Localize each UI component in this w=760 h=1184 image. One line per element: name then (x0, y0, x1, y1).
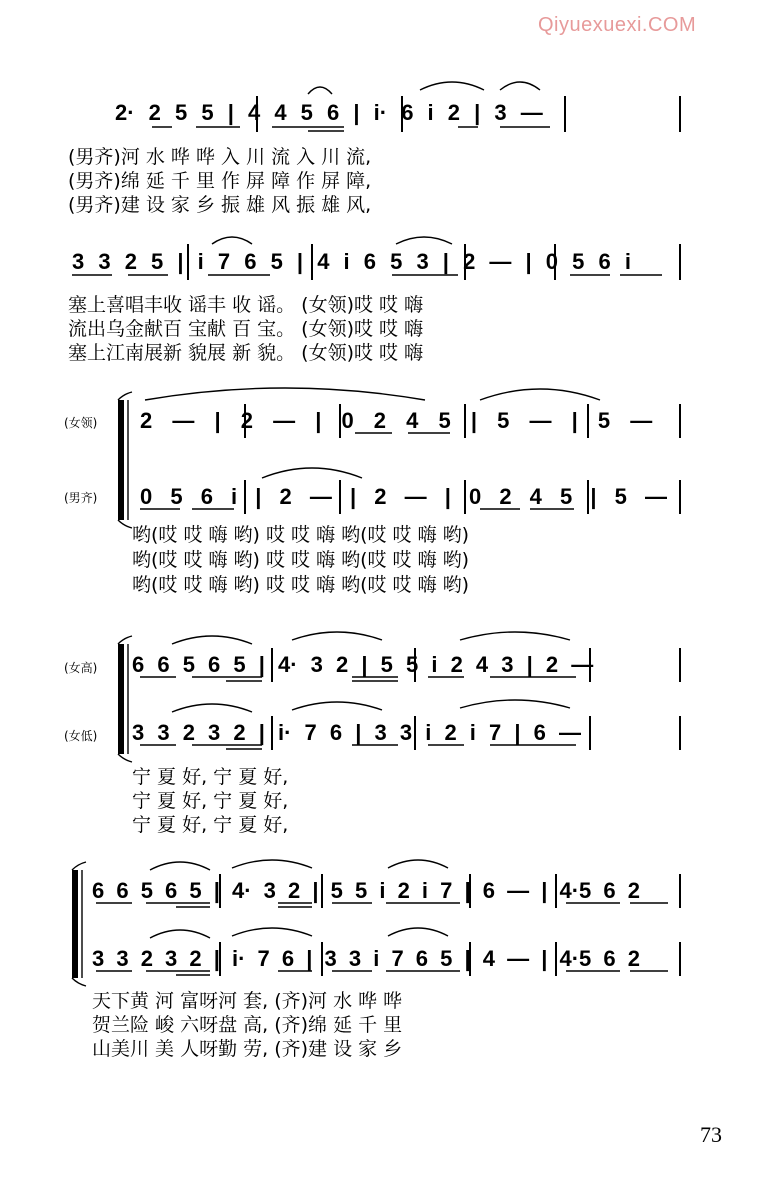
page-number: 73 (700, 1122, 722, 1147)
melody-line-5-lower: 3 3 2 3 2 | i· 7 6 | 3 3 i 7 6 5 | 4 — | 4·5 6 2 (92, 946, 640, 971)
lyric-line-3-3: 哟(哎 哎 嗨 哟) 哎 哎 嗨 哟(哎 哎 嗨 哟) (132, 574, 470, 596)
lyric-line-5-1: 天下黄 河 富呀河 套, (齐)河 水 哗 哗 (92, 990, 403, 1012)
lyric-line-4-3: 宁 夏 好, 宁 夏 好, (132, 814, 289, 836)
melody-line-1: 2· 2 5 5 | 4 4 5 6 | i· 6 i 2 | 3 — (115, 100, 543, 125)
lyric-line-3-2: 哟(哎 哎 嗨 哟) 哎 哎 嗨 哟(哎 哎 嗨 哟) (132, 549, 470, 571)
site-watermark: Qiyuexuexi.COM (538, 14, 697, 36)
lyric-line-1-3: (男齐)建 设 家 乡 振 雄 风 振 雄 风, (68, 194, 372, 216)
melody-line-3-upper: 2 — | 2 — | 0 2 4 5 | 5 — | 5 — (140, 408, 653, 433)
lyric-line-1-1: (男齐)河 水 哗 哗 入 川 流 入 川 流, (68, 146, 372, 168)
lyric-line-5-3: 山美川 美 人呀勤 劳, (齐)建 设 家 乡 (92, 1038, 403, 1060)
lyric-line-4-1: 宁 夏 好, 宁 夏 好, (132, 766, 289, 788)
lyric-line-1-2: (男齐)绵 延 千 里 作 屏 障 作 屏 障, (68, 170, 372, 192)
part-label-female-low: (女低) (64, 729, 98, 743)
lyric-line-2-3: 塞上江南展新 貌展 新 貌。 (女领)哎 哎 嗨 (68, 342, 424, 364)
lyric-line-2-1: 塞上喜唱丰收 谣丰 收 谣。 (女领)哎 哎 嗨 (68, 294, 424, 316)
part-label-female-lead: (女领) (64, 416, 98, 430)
melody-line-5-upper: 6 6 5 6 5 | 4· 3 2 | 5 5 i 2 i 7 | 6 — | 4·5 6 2 (92, 878, 640, 903)
melody-line-4-lower: 3 3 2 3 2 | i· 7 6 | 3 3 i 2 i 7 | 6 — (132, 720, 581, 745)
melody-line-2: 3 3 2 5 | i 7 6 5 | 4 i 6 5 3 | 2 — | 0 5 6 i (72, 249, 631, 274)
part-label-female-high: (女高) (64, 661, 98, 675)
lyric-line-5-2: 贺兰险 峻 六呀盘 高, (齐)绵 延 千 里 (92, 1014, 403, 1036)
melody-line-3-lower: 0 5 6 i | 2 — | 2 — | 0 2 4 5 | 5 — (140, 484, 667, 509)
lyric-line-2-2: 流出乌金献百 宝献 百 宝。 (女领)哎 哎 嗨 (68, 318, 424, 340)
lyric-line-3-1: 哟(哎 哎 嗨 哟) 哎 哎 嗨 哟(哎 哎 嗨 哟) (132, 524, 470, 546)
lyric-line-4-2: 宁 夏 好, 宁 夏 好, (132, 790, 289, 812)
melody-line-4-upper: 6 6 5 6 5 | 4· 3 2 | 5 5 i 2 4 3 | 2 — (132, 652, 594, 677)
part-label-male-chorus: (男齐) (64, 491, 98, 505)
